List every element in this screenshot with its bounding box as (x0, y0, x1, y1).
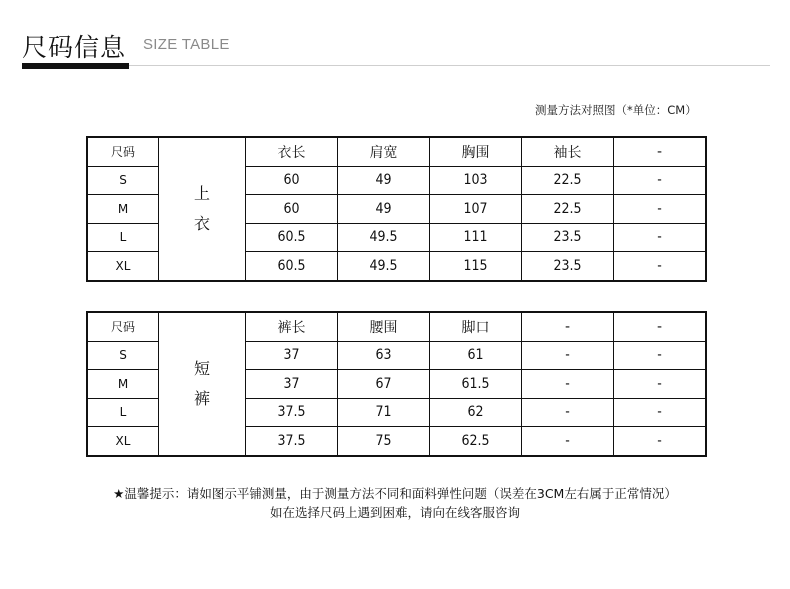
value-cell: - (522, 370, 614, 399)
value-cell: 71 (338, 398, 430, 427)
value-cell: 23.5 (522, 252, 614, 281)
value-cell: 22.5 (522, 195, 614, 224)
value-cell: - (614, 223, 707, 252)
tip-line-2: 如在选择尺码上遇到困难，请向在线客服咨询 (269, 505, 520, 520)
garment-char: 裤 (193, 388, 210, 408)
column-header: 胸围 (430, 137, 522, 166)
value-cell: - (522, 341, 614, 370)
size-cell: L (87, 398, 159, 427)
size-cell: S (87, 166, 159, 195)
column-header: 腰围 (338, 312, 430, 341)
value-cell: 49 (338, 195, 430, 224)
column-header: 衣长 (246, 137, 338, 166)
value-cell: - (614, 341, 707, 370)
value-cell: 62.5 (430, 427, 522, 456)
value-cell: 107 (430, 195, 522, 224)
column-header: - (614, 312, 707, 341)
garment-char: 衣 (193, 213, 210, 233)
value-cell: 37.5 (246, 427, 338, 456)
value-cell: - (614, 427, 707, 456)
size-cell: L (87, 223, 159, 252)
value-cell: 37.5 (246, 398, 338, 427)
value-cell: 103 (430, 166, 522, 195)
value-cell: 49 (338, 166, 430, 195)
value-cell: 22.5 (522, 166, 614, 195)
value-cell: 67 (338, 370, 430, 399)
value-cell: - (614, 195, 707, 224)
value-cell: 61.5 (430, 370, 522, 399)
size-table-bottom (86, 311, 707, 457)
value-cell: 75 (338, 427, 430, 456)
value-cell: - (614, 370, 707, 399)
corner-cell: 尺码 (87, 312, 159, 341)
value-cell: 49.5 (338, 223, 430, 252)
value-cell: - (614, 398, 707, 427)
value-cell: 115 (430, 252, 522, 281)
size-cell: M (87, 370, 159, 399)
column-header: - (522, 312, 614, 341)
value-cell: 62 (430, 398, 522, 427)
value-cell: 63 (338, 341, 430, 370)
garment-char: 短 (193, 358, 210, 378)
value-cell: 61 (430, 341, 522, 370)
garment-label-cell (159, 312, 246, 456)
garment-char: 上 (193, 183, 210, 203)
header-subtitle: SIZE TABLE (143, 36, 230, 53)
value-cell: 60 (246, 166, 338, 195)
table-header-row (87, 312, 706, 341)
value-cell: 60 (246, 195, 338, 224)
value-cell: 111 (430, 223, 522, 252)
column-header: 肩宽 (338, 137, 430, 166)
corner-cell: 尺码 (87, 137, 159, 166)
size-cell: M (87, 195, 159, 224)
value-cell: 37 (246, 370, 338, 399)
column-header: 袖长 (522, 137, 614, 166)
column-header: - (614, 137, 707, 166)
value-cell: - (614, 166, 707, 195)
size-cell: S (87, 341, 159, 370)
value-cell: 60.5 (246, 252, 338, 281)
value-cell: 49.5 (338, 252, 430, 281)
value-cell: 60.5 (246, 223, 338, 252)
size-table-top (86, 136, 707, 282)
value-cell: - (614, 252, 707, 281)
value-cell: - (522, 427, 614, 456)
size-cell: XL (87, 252, 159, 281)
table-header-row (87, 137, 706, 166)
tip-line-1: ★温馨提示：请如图示平铺测量，由于测量方法不同和面料弹性问题（误差在3CM左右属于正常情况） (113, 486, 677, 501)
header-title: 尺码信息 (22, 33, 127, 62)
measure-note: 测量方法对照图（*单位：CM） (535, 103, 697, 117)
header-rule (129, 65, 770, 66)
value-cell: - (522, 398, 614, 427)
column-header: 脚口 (430, 312, 522, 341)
garment-label-cell (159, 137, 246, 281)
value-cell: 37 (246, 341, 338, 370)
column-header: 裤长 (246, 312, 338, 341)
size-cell: XL (87, 427, 159, 456)
header-underline (22, 63, 129, 69)
value-cell: 23.5 (522, 223, 614, 252)
